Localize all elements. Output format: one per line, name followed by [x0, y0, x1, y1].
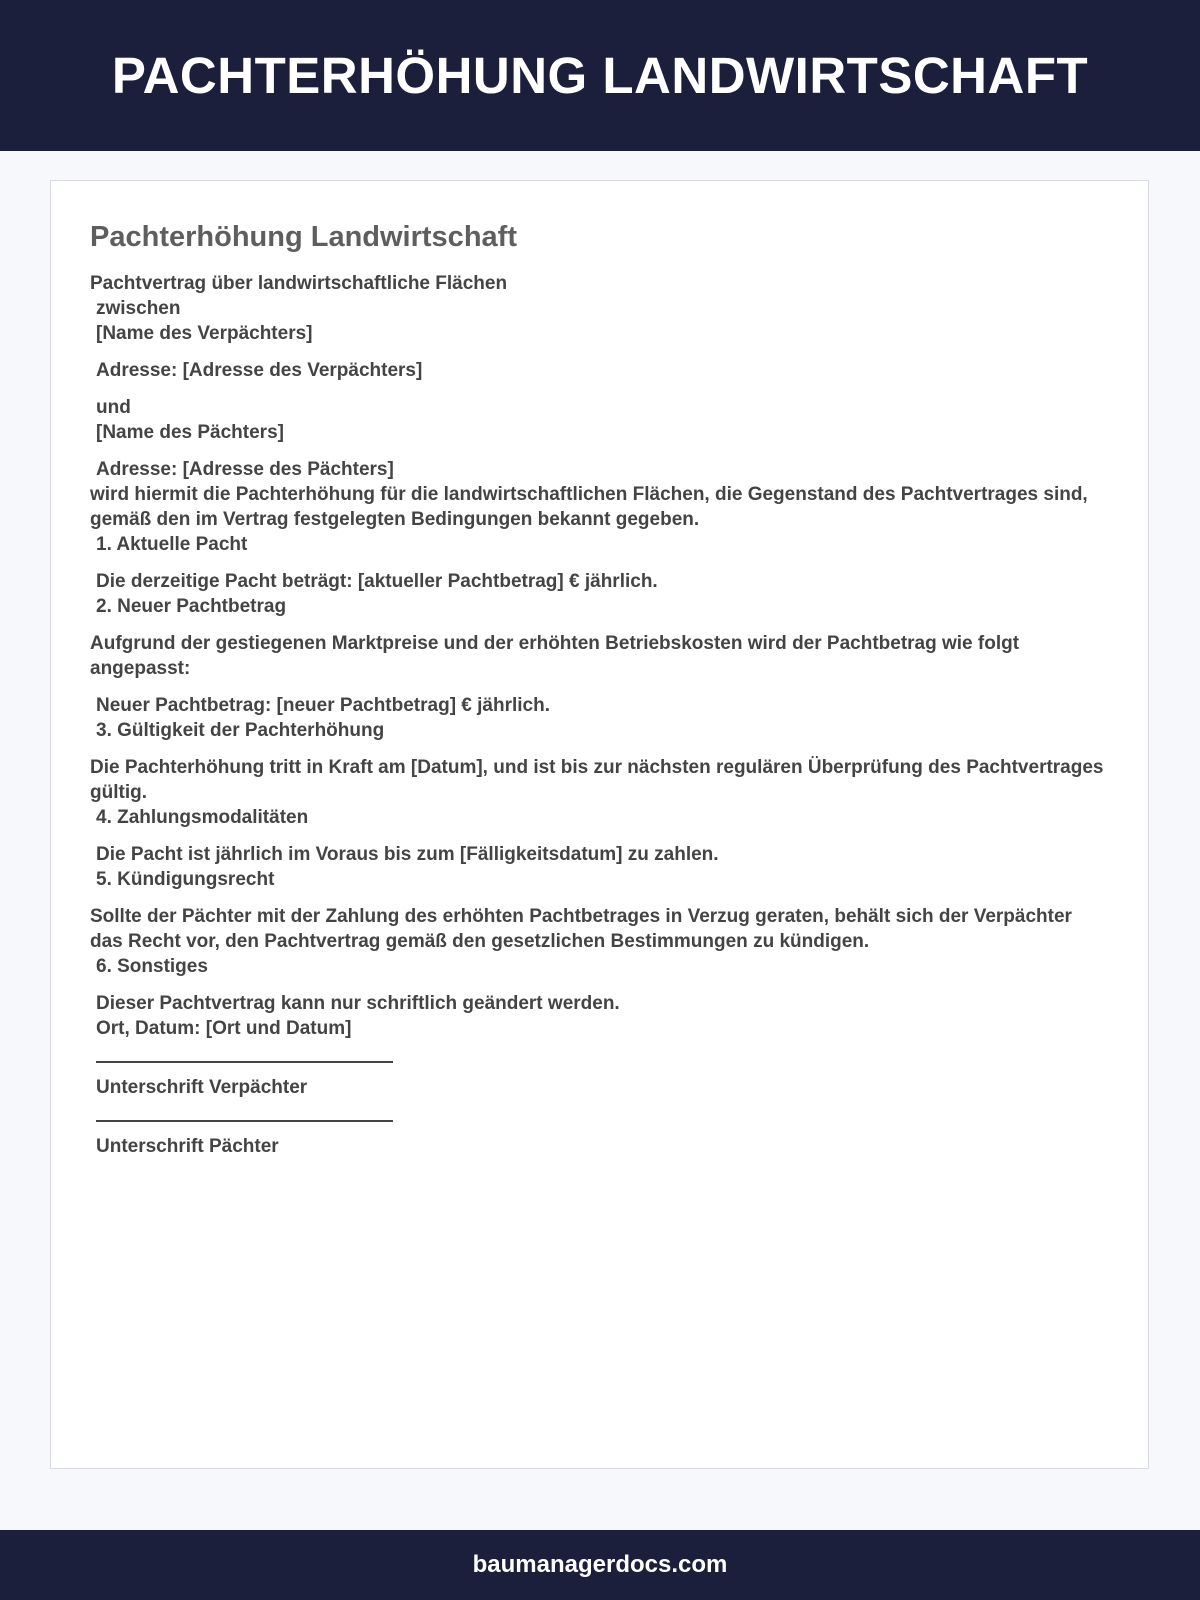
page-title: PACHTERHÖHUNG LANDWIRTSCHAFT [111, 47, 1089, 104]
document-card [50, 180, 1149, 1469]
between-line: zwischen [96, 298, 181, 319]
signature-label-lessor: Unterschrift Verpächter [96, 1077, 308, 1098]
footer-site-name: baumanagerdocs.com [472, 1551, 728, 1578]
preamble-text: wird hiermit die Pachterhöhung für die landwirtschaftlichen Flächen, die Gegenstand des Pachtvertrages sind, gemäß den im Vertrag festgelegten Bedingungen bekannt gegeben. [90, 484, 1088, 530]
and-line: und [96, 397, 131, 418]
document-title: Pachterhöhung Landwirtschaft [90, 221, 517, 253]
page-header [0, 0, 1200, 151]
section-text-4: Die Pacht ist jährlich im Voraus bis zum [Fälligkeitsdatum] zu zahlen. [96, 844, 719, 865]
section-text-1: Die derzeitige Pacht beträgt: [aktueller Pachtbetrag] € jährlich. [96, 571, 658, 592]
tenant-address: Adresse: [Adresse des Pächters] [96, 459, 394, 480]
signature-label-tenant: Unterschrift Pächter [96, 1136, 279, 1157]
section-heading-1: 1. Aktuelle Pacht [96, 534, 248, 555]
signature-line-tenant [96, 1120, 393, 1122]
tenant-name: [Name des Pächters] [96, 422, 284, 443]
section-text-2b: Neuer Pachtbetrag: [neuer Pachtbetrag] € jährlich. [96, 695, 551, 716]
lessor-name: [Name des Verpächters] [96, 323, 313, 344]
section-text-3: Die Pachterhöhung tritt in Kraft am [Datum], und ist bis zur nächsten regulären Überprüfung des Pachtvertrages gültig. [90, 757, 1104, 803]
section-heading-3: 3. Gültigkeit der Pachterhöhung [96, 720, 385, 741]
section-heading-5: 5. Kündigungsrecht [96, 869, 275, 890]
place-date-line: Ort, Datum: [Ort und Datum] [96, 1018, 352, 1039]
page-footer [0, 1530, 1200, 1600]
lessor-address: Adresse: [Adresse des Verpächters] [96, 360, 423, 381]
section-text-5: Sollte der Pächter mit der Zahlung des erhöhten Pachtbetrages in Verzug geraten, behält sich der Verpächter das Recht vor, den Pachtvertrag gemäß den gesetzlichen Bestimmungen zu kündigen. [90, 906, 1072, 952]
section-heading-4: 4. Zahlungsmodalitäten [96, 807, 309, 828]
section-heading-6: 6. Sonstiges [96, 956, 208, 977]
intro-line: Pachtvertrag über landwirtschaftliche Flächen [90, 273, 508, 294]
signature-line-lessor [96, 1061, 393, 1063]
section-text-6: Dieser Pachtvertrag kann nur schriftlich geändert werden. [96, 993, 620, 1014]
section-heading-2: 2. Neuer Pachtbetrag [96, 596, 287, 617]
document-body [90, 271, 1109, 1159]
section-text-2: Aufgrund der gestiegenen Marktpreise und der erhöhten Betriebskosten wird der Pachtbetrag wie folgt angepasst: [90, 633, 1020, 679]
